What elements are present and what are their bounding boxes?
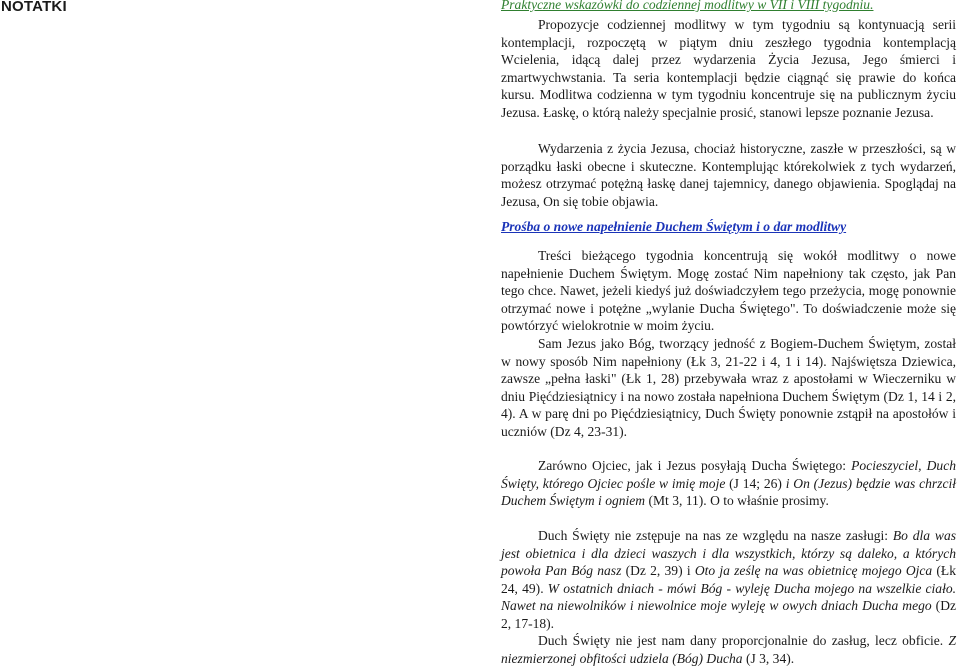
text-segment: (Dz 2, 39) i <box>621 563 695 579</box>
scripture-quote: W ostatnich dniach - mówi Bóg - wyleję Ducha mojego na wszelkie ciało. Nawet na niewolników i niewolnice moje wyleję w owych dniach Ducha mego <box>501 580 957 614</box>
paragraph-2: Wydarzenia z życia Jezusa, chociaż historyczne, zaszłe w przeszłości, są w porządku łaski obecne i skuteczne. Kontemplując którekolwiek z tych wydarzeń, możesz otrzymać potężną łaskę danej tajemnicy, danego objawienia. Spoglądaj na Jezusa, On się tobie objawia. <box>501 141 956 209</box>
scripture-quote: Pocieszyciel, Duch Święty, którego Ojciec pośle w imię moje <box>501 458 956 491</box>
text-segment: Duch Święty nie jest nam dany proporcjonalnie do zasług, lecz obficie. <box>538 633 949 648</box>
paragraph-5 <box>501 457 956 510</box>
paragraph-1: Propozycje codziennej modlitwy w tym tygodniu są kontynuacją serii kontemplacji, rozpoczętą w piątym dniu zeszłego tygodnia kontemplacją Wcielenia, idącą dalej przez wydarzenia Życia Jezusa, Jego śmierci i zmartwychwstania. Ta seria kontemplacji będzie ciągnąć się prawie do końca kursu. Modlitwa codzienna w tym tygodniu koncentruje się na publicznym życiu Jezusa. Łaskę, o którą należy specjalnie prosić, stanowi lepsze poznanie Jezusa. <box>501 17 956 120</box>
paragraph-4: Sam Jezus jako Bóg, tworzący jedność z Bogiem-Duchem Świętym, został w nowy sposób Nim napełniony (Łk 3, 21-22 i 4, 1 i 14). Najświętsza Dziewica, zawsze „pełna łaski" (Łk 1, 28) przebywała wraz z apostołami w Wieczerniku w dniu Pięćdziesiątnicy i na nowo została napełniona Duchem Świętym (Dz 1, 14 i 2, 4). A w parę dni po Pięćdziesiątnicy, Duch Święty ponownie zstąpił na apostołów i uczniów (Dz 4, 23-31). <box>501 336 956 439</box>
paragraph-3: Treści bieżącego tygodnia koncentrują się wokół modlitwy o nowe napełnienie Duchem Świętym. Mogę zostać Nim napełniony tak często, jak Pan tego chce. Nawet, jeżeli kiedyś już doświadczyłem tego przeżycia, mogę ponownie otrzymać nowe i potężne „wylanie Ducha Świętego". To doświadczenie może się powtórzyć wielokrotnie w moim życiu. <box>501 248 956 334</box>
paragraph-6 <box>501 527 956 633</box>
text-segment: Zarówno Ojciec, jak i Jezus posyłają Ducha Świętego: <box>538 458 852 473</box>
text-segment: (Łk 24, 49). <box>501 563 956 596</box>
scripture-quote: i On (Jezus) będzie was chrzcił Duchem Świętym i ogniem <box>501 475 956 509</box>
text-segment: (Mt 3, 11). O to właśnie prosimy. <box>645 493 829 509</box>
text-segment: (J 3, 34). <box>742 650 795 666</box>
text-segment: Duch Święty nie zstępuje na nas ze względu na nasze zasługi: <box>538 528 893 543</box>
scripture-quote: Bo dla was jest obietnica i dla dzieci waszych i dla wszystkich, którzy są daleko, a których powoła Pan Bóg nasz <box>501 528 956 579</box>
left-notes-column <box>0 0 480 666</box>
page-header: Praktyczne wskazówki do codziennej modlitwy w VII i VIII tygodniu. <box>501 0 874 12</box>
text-segment: (Dz 2, 17-18). <box>501 598 956 631</box>
notes-label: NOTATKI <box>1 0 67 15</box>
paragraph-7 <box>501 632 956 667</box>
scripture-quote: Oto ja ześlę na was obietnicę mojego Ojca <box>694 563 933 579</box>
text-segment: (J 14; 26) <box>725 475 786 491</box>
section-heading: Prośba o nowe napełnienie Duchem Świętym i o dar modlitwy <box>501 219 847 234</box>
scripture-quote: Z niezmierzonej obfitości udziela (Bóg) Ducha <box>501 633 956 666</box>
